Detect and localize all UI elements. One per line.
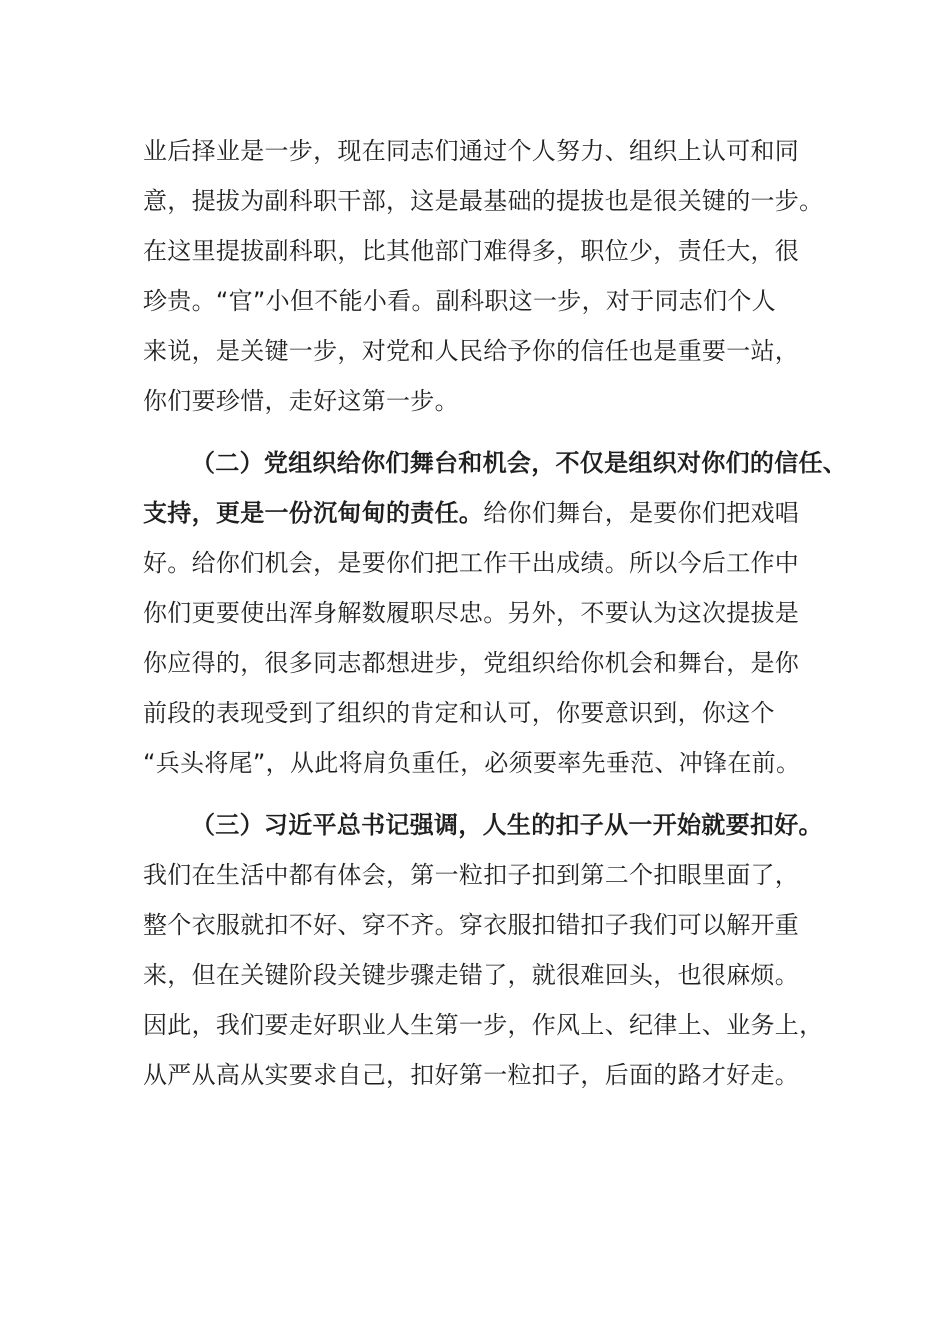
text-line [143, 1050, 833, 1100]
bold-heading: 支持，更是一份沉甸甸的责任。 [143, 499, 484, 527]
text-line [143, 688, 833, 738]
text-line [143, 438, 848, 488]
text-line [143, 1000, 833, 1050]
text-line [143, 588, 833, 638]
text-line [143, 800, 833, 850]
bold-heading: （三）习近平总书记强调，人生的扣子从一开始就要扣好。 [191, 811, 823, 839]
line-rest: 前段的表现受到了组织的肯定和认可，你要意识到，你这个 [143, 699, 775, 727]
text-line [143, 488, 833, 538]
line-rest: 好。给你们机会，是要你们把工作干出成绩。所以今后工作中 [143, 549, 800, 577]
line-rest: 给你们舞台，是要你们把戏唱 [483, 499, 800, 527]
line-rest: 来，但在关键阶段关键步骤走错了，就很难回头，也很麻烦。 [143, 961, 800, 989]
text-line: 来说，是关键一步，对党和人民给予你的信任也是重要一站， [143, 337, 800, 365]
paragraph-2 [143, 438, 848, 788]
text-line [143, 900, 833, 950]
text-line: 珍贵。“官”小但不能小看。副科职这一步，对于同志们个人 [143, 287, 776, 315]
text-line [143, 950, 833, 1000]
line-rest: “兵头将尾”，从此将肩负重任，必须要率先垂范、冲锋在前。 [143, 749, 801, 777]
text-line [143, 738, 833, 788]
line-rest: 你应得的，很多同志都想进步，党组织给你机会和舞台，是你 [143, 649, 800, 677]
text-line [143, 538, 833, 588]
text-line [143, 638, 833, 688]
text-line: 业后择业是一步，现在同志们通过个人努力、组织上认可和同 [143, 137, 800, 165]
text-line: 在这里提拔副科职，比其他部门难得多，职位少，责任大，很 [143, 237, 800, 265]
line-rest: 从严从高从实要求自己，扣好第一粒扣子，后面的路才好走。 [143, 1061, 800, 1089]
line-rest: 你们更要使出浑身解数履职尽忠。另外，不要认为这次提拔是 [143, 599, 800, 627]
line-rest: 我们在生活中都有体会，第一粒扣子扣到第二个扣眼里面了， [143, 861, 800, 889]
paragraph-1 [143, 126, 833, 426]
line-rest: 整个衣服就扣不好、穿不齐。穿衣服扣错扣子我们可以解开重 [143, 911, 800, 939]
text-line: 你们要珍惜，走好这第一步。 [143, 387, 459, 415]
text-line [143, 850, 833, 900]
text-line: 意，提拔为副科职干部，这是最基础的提拔也是很关键的一步。 [143, 187, 824, 215]
paragraph-3 [143, 800, 833, 1100]
bold-heading: （二）党组织给你们舞台和机会，不仅是组织对你们的信任、 [191, 449, 848, 477]
line-rest: 因此，我们要走好职业人生第一步，作风上、纪律上、业务上， [143, 1011, 824, 1039]
